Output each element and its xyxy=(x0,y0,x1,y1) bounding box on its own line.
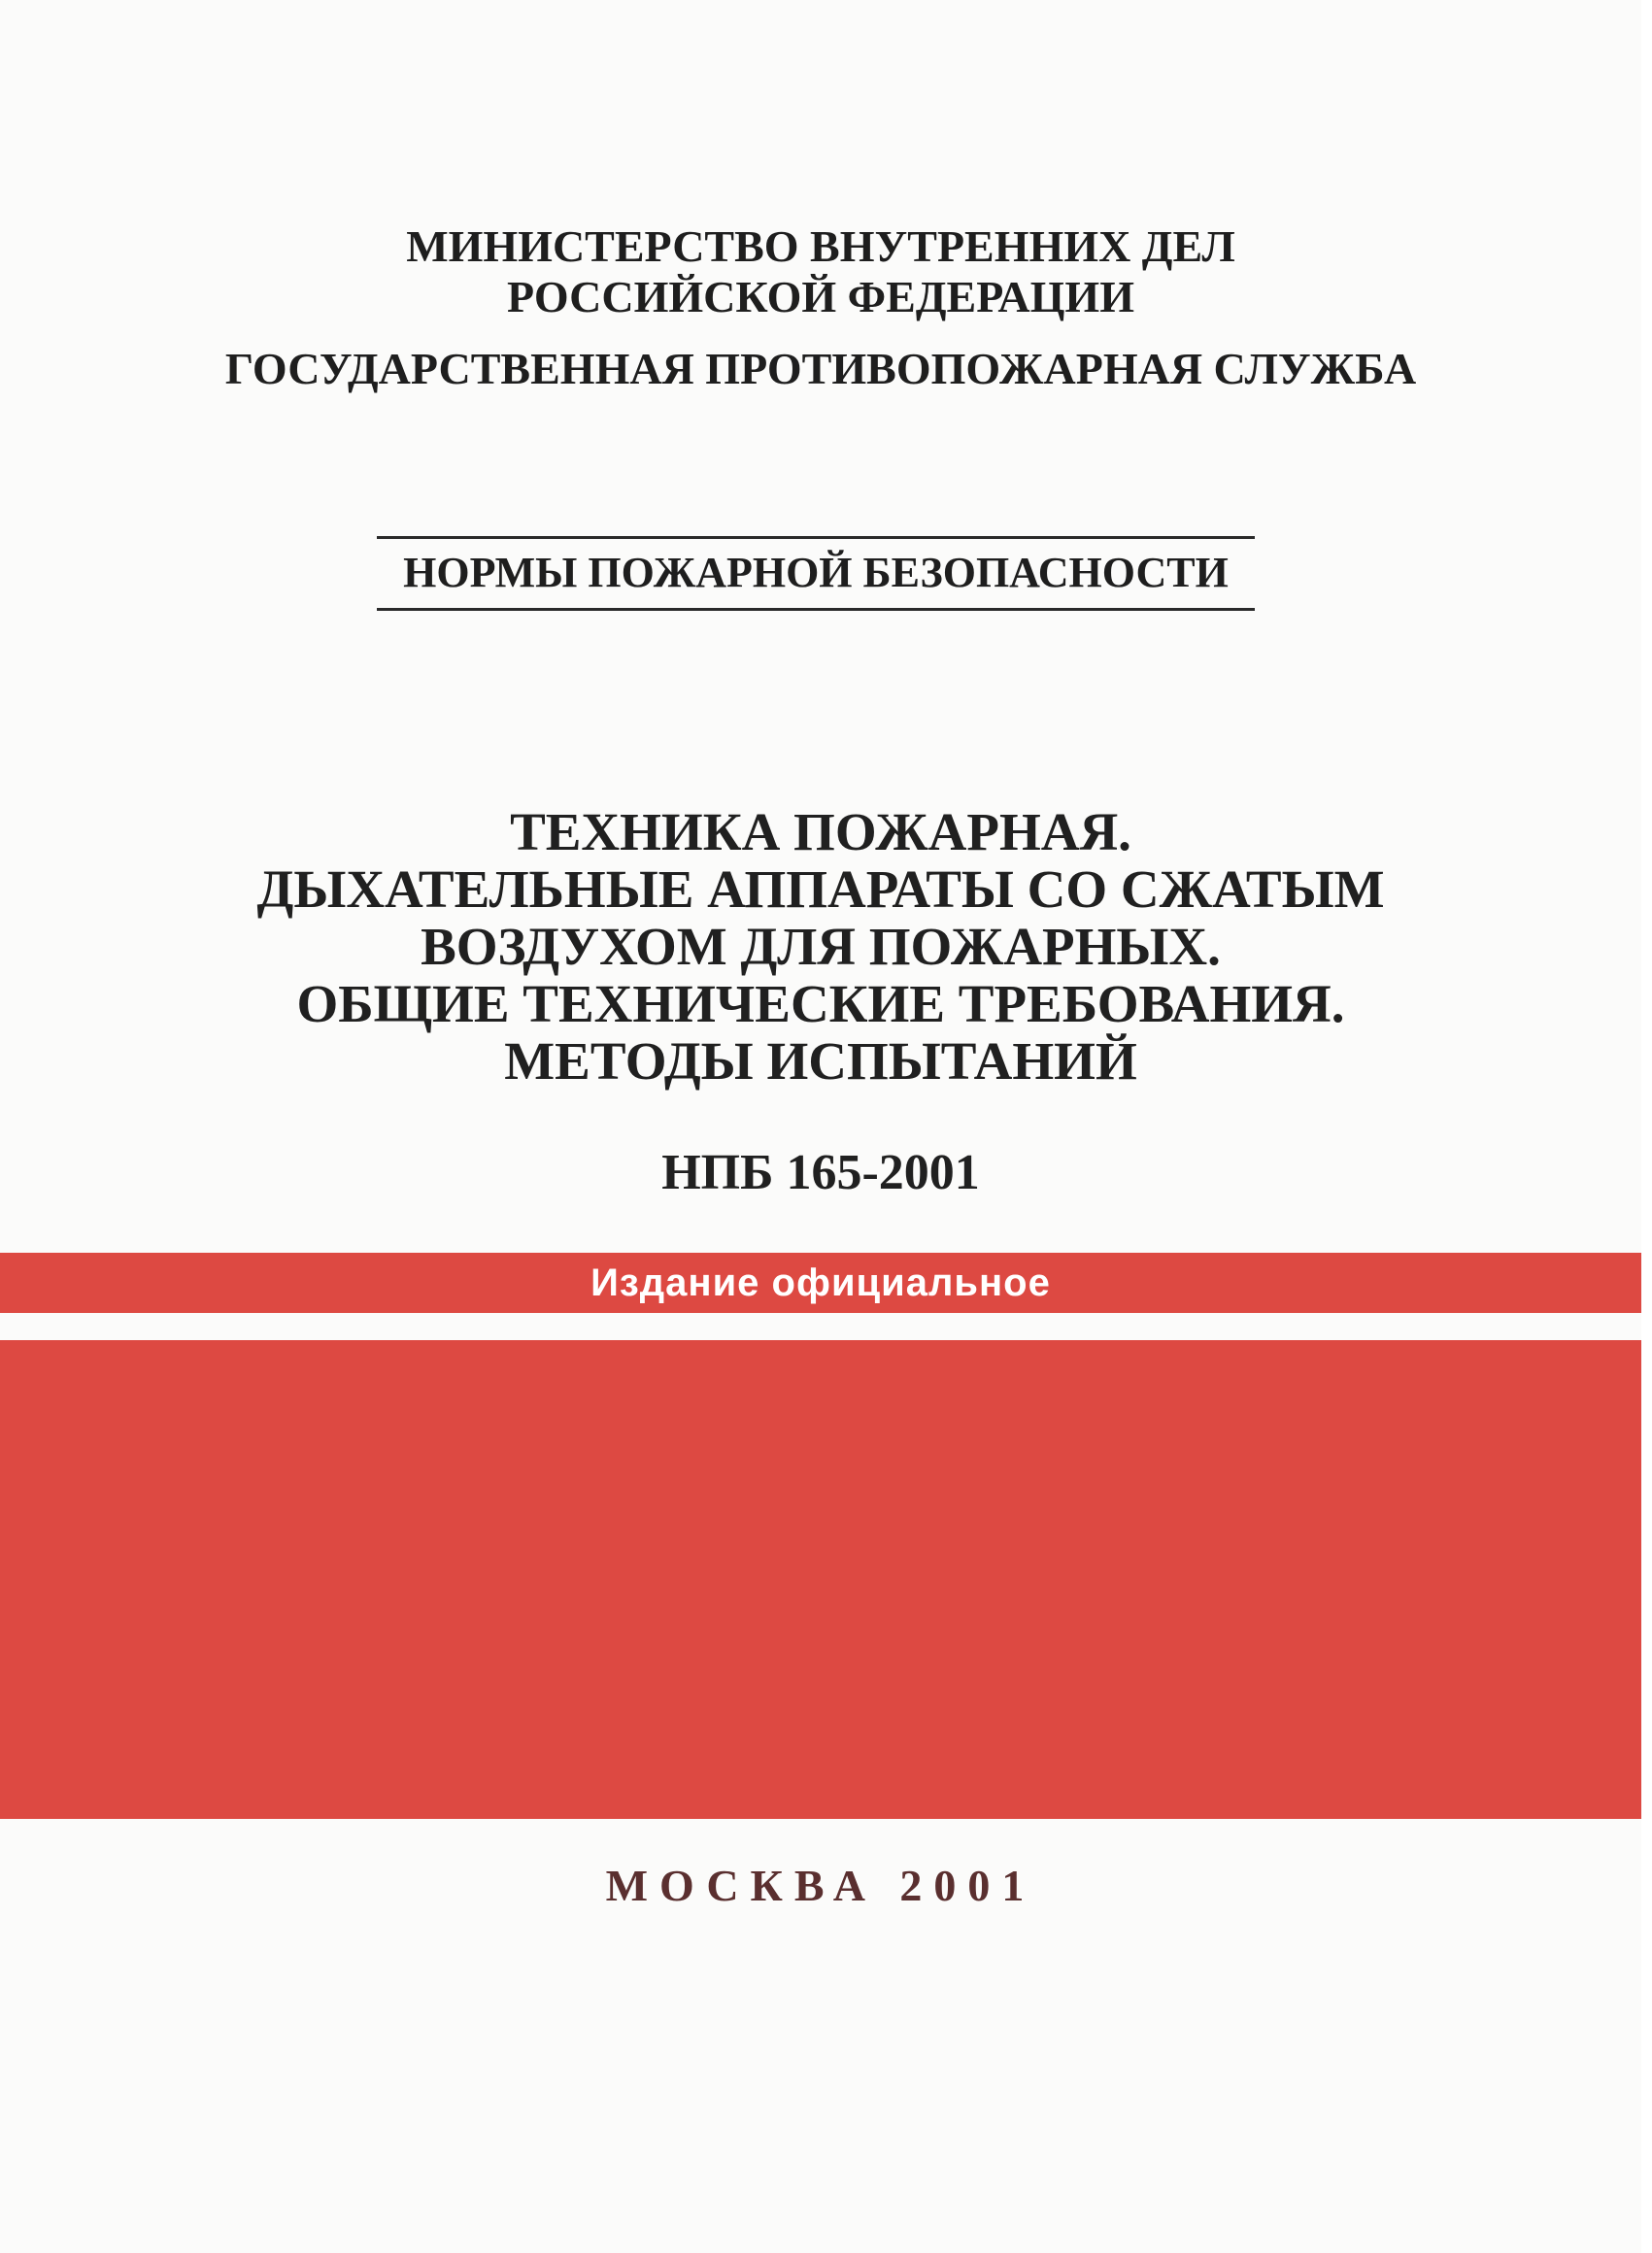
red-band-lower xyxy=(0,1340,1641,1819)
heading-rule-bottom xyxy=(377,608,1255,611)
title-line: ДЫХАТЕЛЬНЫЕ АППАРАТЫ СО СЖАТЫМ xyxy=(256,859,1385,919)
document-code: НПБ 165-2001 xyxy=(661,1145,980,1200)
title-line: ТЕХНИКА ПОЖАРНАЯ. xyxy=(510,802,1131,861)
heading-rule-top xyxy=(377,536,1255,539)
edition-label: Издание официальное xyxy=(590,1261,1051,1304)
title-line: ОБЩИЕ ТЕХНИЧЕСКИЕ ТРЕБОВАНИЯ. xyxy=(296,974,1345,1033)
norms-heading: НОРМЫ ПОЖАРНОЙ БЕЗОПАСНОСТИ xyxy=(403,549,1229,596)
document-title xyxy=(0,803,1641,1090)
ministry-name-line-1: МИНИСТЕРСТВО ВНУТРЕННИХ ДЕЛ xyxy=(406,221,1235,271)
scan-edge xyxy=(1641,0,1652,2253)
ministry-name-line-2: РОССИЙСКОЙ ФЕДЕРАЦИИ xyxy=(507,272,1134,321)
title-line: МЕТОДЫ ИСПЫТАНИЙ xyxy=(504,1031,1137,1091)
fire-service-name: ГОСУДАРСТВЕННАЯ ПРОТИВОПОЖАРНАЯ СЛУЖБА xyxy=(224,344,1417,393)
place-and-year: МОСКВА 2001 xyxy=(605,1861,1036,1910)
title-line: ВОЗДУХОМ ДЛЯ ПОЖАРНЫХ. xyxy=(421,917,1221,976)
